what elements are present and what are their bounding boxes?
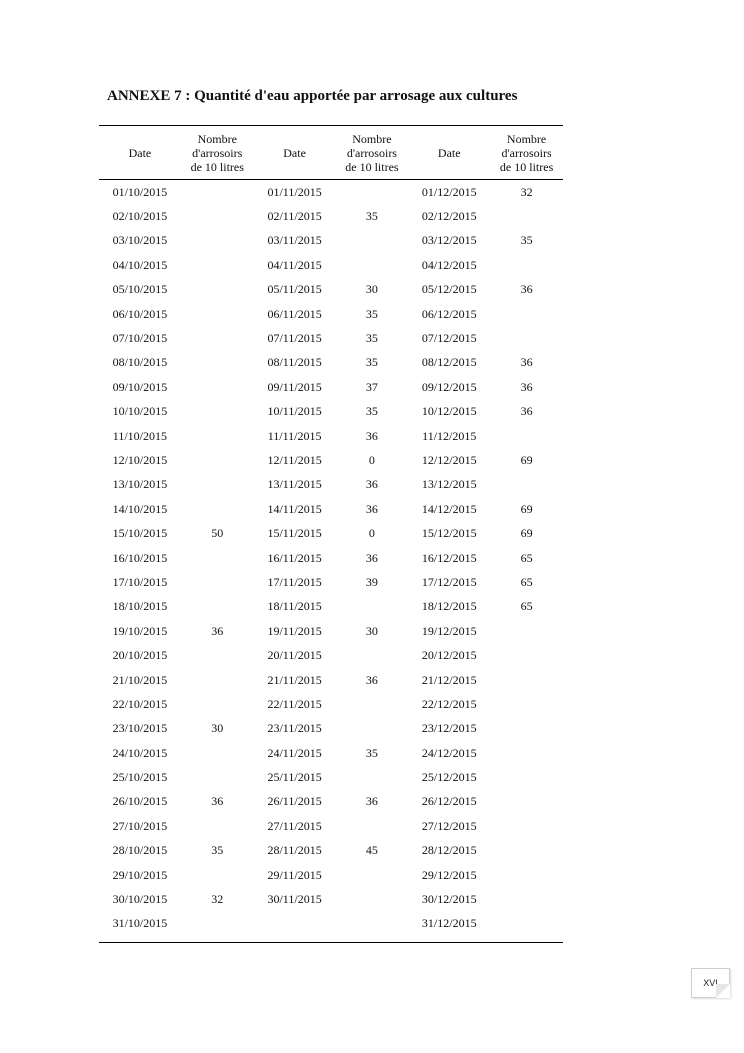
date-cell: 08/11/2015: [267, 355, 322, 370]
count-cell: 36: [520, 404, 533, 419]
date-cell: 02/10/2015: [112, 209, 168, 224]
date-cell: 07/12/2015: [421, 331, 477, 346]
count-cell: 50: [211, 526, 224, 541]
date-cell: 29/12/2015: [421, 867, 477, 882]
count-cell: 36: [211, 794, 224, 809]
date-cell: 06/12/2015: [421, 306, 477, 321]
count-cell: 36: [211, 623, 224, 638]
date-cell: 03/11/2015: [267, 233, 322, 248]
date-cell: 12/11/2015: [267, 452, 322, 467]
date-cell: 25/12/2015: [421, 770, 477, 785]
date-cell: 03/12/2015: [421, 233, 477, 248]
date-cell: 19/10/2015: [112, 623, 168, 638]
date-cell: 22/11/2015: [267, 696, 322, 711]
table-row: [99, 668, 563, 692]
date-cell: 09/11/2015: [267, 379, 322, 394]
date-cell: 23/10/2015: [112, 721, 168, 736]
date-cell: 02/12/2015: [421, 209, 477, 224]
date-cell: 19/11/2015: [267, 623, 322, 638]
date-cell: 13/10/2015: [112, 477, 168, 492]
table-row: [99, 570, 563, 594]
table-row: [99, 448, 563, 472]
count-cell: 36: [365, 477, 378, 492]
date-cell: 17/12/2015: [421, 574, 477, 589]
count-cell: 69: [520, 452, 533, 467]
table-row: [99, 400, 563, 424]
table-body: [99, 180, 563, 942]
count-cell: 35: [211, 843, 224, 858]
date-cell: 08/10/2015: [112, 355, 168, 370]
date-cell: 01/12/2015: [421, 184, 477, 199]
date-cell: 05/10/2015: [112, 282, 168, 297]
date-cell: 16/10/2015: [112, 550, 168, 565]
date-cell: 15/11/2015: [267, 526, 322, 541]
date-cell: 28/12/2015: [421, 843, 477, 858]
count-cell: 65: [520, 599, 533, 614]
table-row: [99, 595, 563, 619]
date-cell: 17/11/2015: [267, 574, 322, 589]
date-cell: 05/11/2015: [267, 282, 322, 297]
date-cell: 23/12/2015: [421, 721, 477, 736]
date-cell: 20/11/2015: [267, 648, 322, 663]
count-cell: 36: [365, 672, 378, 687]
count-cell: 36: [365, 501, 378, 516]
count-cell: 65: [520, 550, 533, 565]
table-row: [99, 497, 563, 521]
date-cell: 31/10/2015: [112, 916, 168, 931]
date-cell: 27/10/2015: [112, 818, 168, 833]
table-row: [99, 473, 563, 497]
count-cell: 32: [211, 892, 224, 907]
date-cell: 18/11/2015: [267, 599, 322, 614]
count-cell: 30: [211, 721, 224, 736]
table-row: [99, 912, 563, 936]
table-row: [99, 326, 563, 350]
count-cell: 35: [365, 331, 378, 346]
table-row: [99, 814, 563, 838]
table-row: [99, 546, 563, 570]
date-cell: 26/10/2015: [112, 794, 168, 809]
table-row: [99, 887, 563, 911]
count-cell: 69: [520, 501, 533, 516]
date-cell: 14/12/2015: [421, 501, 477, 516]
date-cell: 27/11/2015: [267, 818, 322, 833]
table-row: [99, 741, 563, 765]
header-count-line2: d'arrosoirs: [192, 145, 243, 160]
table-row: [99, 692, 563, 716]
count-cell: 45: [365, 843, 378, 858]
date-cell: 09/10/2015: [112, 379, 168, 394]
date-cell: 25/11/2015: [267, 770, 322, 785]
date-cell: 27/12/2015: [421, 818, 477, 833]
table-row: [99, 619, 563, 643]
table-row: [99, 424, 563, 448]
date-cell: 01/10/2015: [112, 184, 168, 199]
table-header: [99, 126, 563, 180]
date-cell: 21/11/2015: [267, 672, 322, 687]
date-cell: 30/10/2015: [112, 892, 168, 907]
table-row: [99, 717, 563, 741]
table-row: [99, 863, 563, 887]
date-cell: 04/10/2015: [112, 257, 168, 272]
header-count-line1: Nombre: [506, 131, 547, 146]
count-cell: 35: [365, 745, 378, 760]
count-cell: 36: [520, 282, 533, 297]
date-cell: 25/10/2015: [112, 770, 168, 785]
count-cell: 32: [520, 184, 533, 199]
count-cell: 36: [365, 550, 378, 565]
date-cell: 17/10/2015: [112, 574, 168, 589]
date-cell: 03/10/2015: [112, 233, 168, 248]
count-cell: 65: [520, 574, 533, 589]
count-cell: 69: [520, 526, 533, 541]
table-row: [99, 839, 563, 863]
table-row: [99, 253, 563, 277]
count-cell: 39: [365, 574, 378, 589]
count-cell: 30: [365, 623, 378, 638]
date-cell: 23/11/2015: [267, 721, 322, 736]
table-row: [99, 180, 563, 204]
count-cell: 35: [365, 404, 378, 419]
count-cell: 0: [368, 526, 375, 541]
header-count-line1: Nombre: [352, 131, 392, 146]
date-cell: 30/11/2015: [267, 892, 322, 907]
date-cell: 14/11/2015: [267, 501, 322, 516]
date-cell: 19/12/2015: [421, 623, 477, 638]
table-row: [99, 375, 563, 399]
date-cell: 28/11/2015: [267, 843, 322, 858]
date-cell: 13/11/2015: [267, 477, 322, 492]
date-cell: 24/12/2015: [421, 745, 477, 760]
header-count-nov: [336, 126, 409, 179]
header-date-dec: Date: [437, 145, 461, 160]
date-cell: 22/12/2015: [421, 696, 477, 711]
count-cell: 0: [368, 452, 375, 467]
date-cell: 20/12/2015: [421, 648, 477, 663]
table-row: [99, 765, 563, 789]
date-cell: 14/10/2015: [112, 501, 168, 516]
date-cell: 12/10/2015: [112, 452, 168, 467]
date-cell: 11/10/2015: [112, 428, 168, 443]
date-cell: 16/12/2015: [421, 550, 477, 565]
date-cell: 11/11/2015: [267, 428, 322, 443]
table-row: [99, 278, 563, 302]
date-cell: 15/10/2015: [112, 526, 168, 541]
header-count-dec: [490, 126, 563, 179]
date-cell: 29/10/2015: [112, 867, 168, 882]
table-row: [99, 790, 563, 814]
date-cell: 13/12/2015: [421, 477, 477, 492]
date-cell: 21/10/2015: [112, 672, 168, 687]
table-row: [99, 302, 563, 326]
header-count-line3: de 10 litres: [499, 159, 554, 174]
date-cell: 22/10/2015: [112, 696, 168, 711]
date-cell: 02/11/2015: [267, 209, 322, 224]
date-cell: 29/11/2015: [267, 867, 322, 882]
date-cell: 07/10/2015: [112, 331, 168, 346]
count-cell: 35: [365, 209, 378, 224]
header-date-nov: Date: [283, 145, 306, 160]
header-count-line2: d'arrosoirs: [346, 145, 397, 160]
count-cell: 35: [365, 306, 378, 321]
date-cell: 06/10/2015: [112, 306, 168, 321]
count-cell: 35: [365, 355, 378, 370]
date-cell: 28/10/2015: [112, 843, 168, 858]
date-cell: 26/12/2015: [421, 794, 477, 809]
date-cell: 30/12/2015: [421, 892, 477, 907]
table-row: [99, 521, 563, 545]
date-cell: 26/11/2015: [267, 794, 322, 809]
date-cell: 09/12/2015: [421, 379, 477, 394]
header-count-line2: d'arrosoirs: [501, 145, 552, 160]
date-cell: 11/12/2015: [422, 428, 477, 443]
table-row: [99, 351, 563, 375]
header-count-line1: Nombre: [197, 131, 237, 146]
count-cell: 36: [520, 355, 533, 370]
date-cell: 06/11/2015: [267, 306, 322, 321]
header-count-line3: de 10 litres: [190, 159, 244, 174]
annex-title: ANNEXE 7 : Quantité d'eau apportée par arrosage aux cultures: [107, 88, 518, 104]
date-cell: 04/12/2015: [421, 257, 477, 272]
date-cell: 04/11/2015: [267, 257, 322, 272]
count-cell: 35: [520, 233, 533, 248]
date-cell: 20/10/2015: [112, 648, 168, 663]
date-cell: 18/12/2015: [421, 599, 477, 614]
watering-table: [99, 125, 563, 943]
date-cell: 10/11/2015: [267, 404, 322, 419]
count-cell: 37: [365, 379, 378, 394]
date-cell: 31/12/2015: [421, 916, 477, 931]
date-cell: 10/10/2015: [112, 404, 168, 419]
date-cell: 18/10/2015: [112, 599, 168, 614]
count-cell: 36: [365, 428, 378, 443]
page-number: XVI: [691, 968, 730, 998]
table-row: [99, 643, 563, 667]
date-cell: 15/12/2015: [421, 526, 477, 541]
count-cell: 36: [365, 794, 378, 809]
table-row: [99, 229, 563, 253]
date-cell: 05/12/2015: [421, 282, 477, 297]
count-cell: 36: [520, 379, 533, 394]
table-row: [99, 204, 563, 228]
date-cell: 16/11/2015: [267, 550, 322, 565]
date-cell: 01/11/2015: [267, 184, 322, 199]
date-cell: 08/12/2015: [421, 355, 477, 370]
date-cell: 21/12/2015: [421, 672, 477, 687]
header-count-oct: [181, 126, 254, 179]
header-count-line3: de 10 litres: [345, 159, 399, 174]
date-cell: 07/11/2015: [267, 331, 322, 346]
date-cell: 12/12/2015: [421, 452, 477, 467]
header-date-oct: Date: [128, 145, 152, 160]
count-cell: 30: [365, 282, 378, 297]
date-cell: 24/11/2015: [267, 745, 322, 760]
date-cell: 24/10/2015: [112, 745, 168, 760]
date-cell: 10/12/2015: [421, 404, 477, 419]
